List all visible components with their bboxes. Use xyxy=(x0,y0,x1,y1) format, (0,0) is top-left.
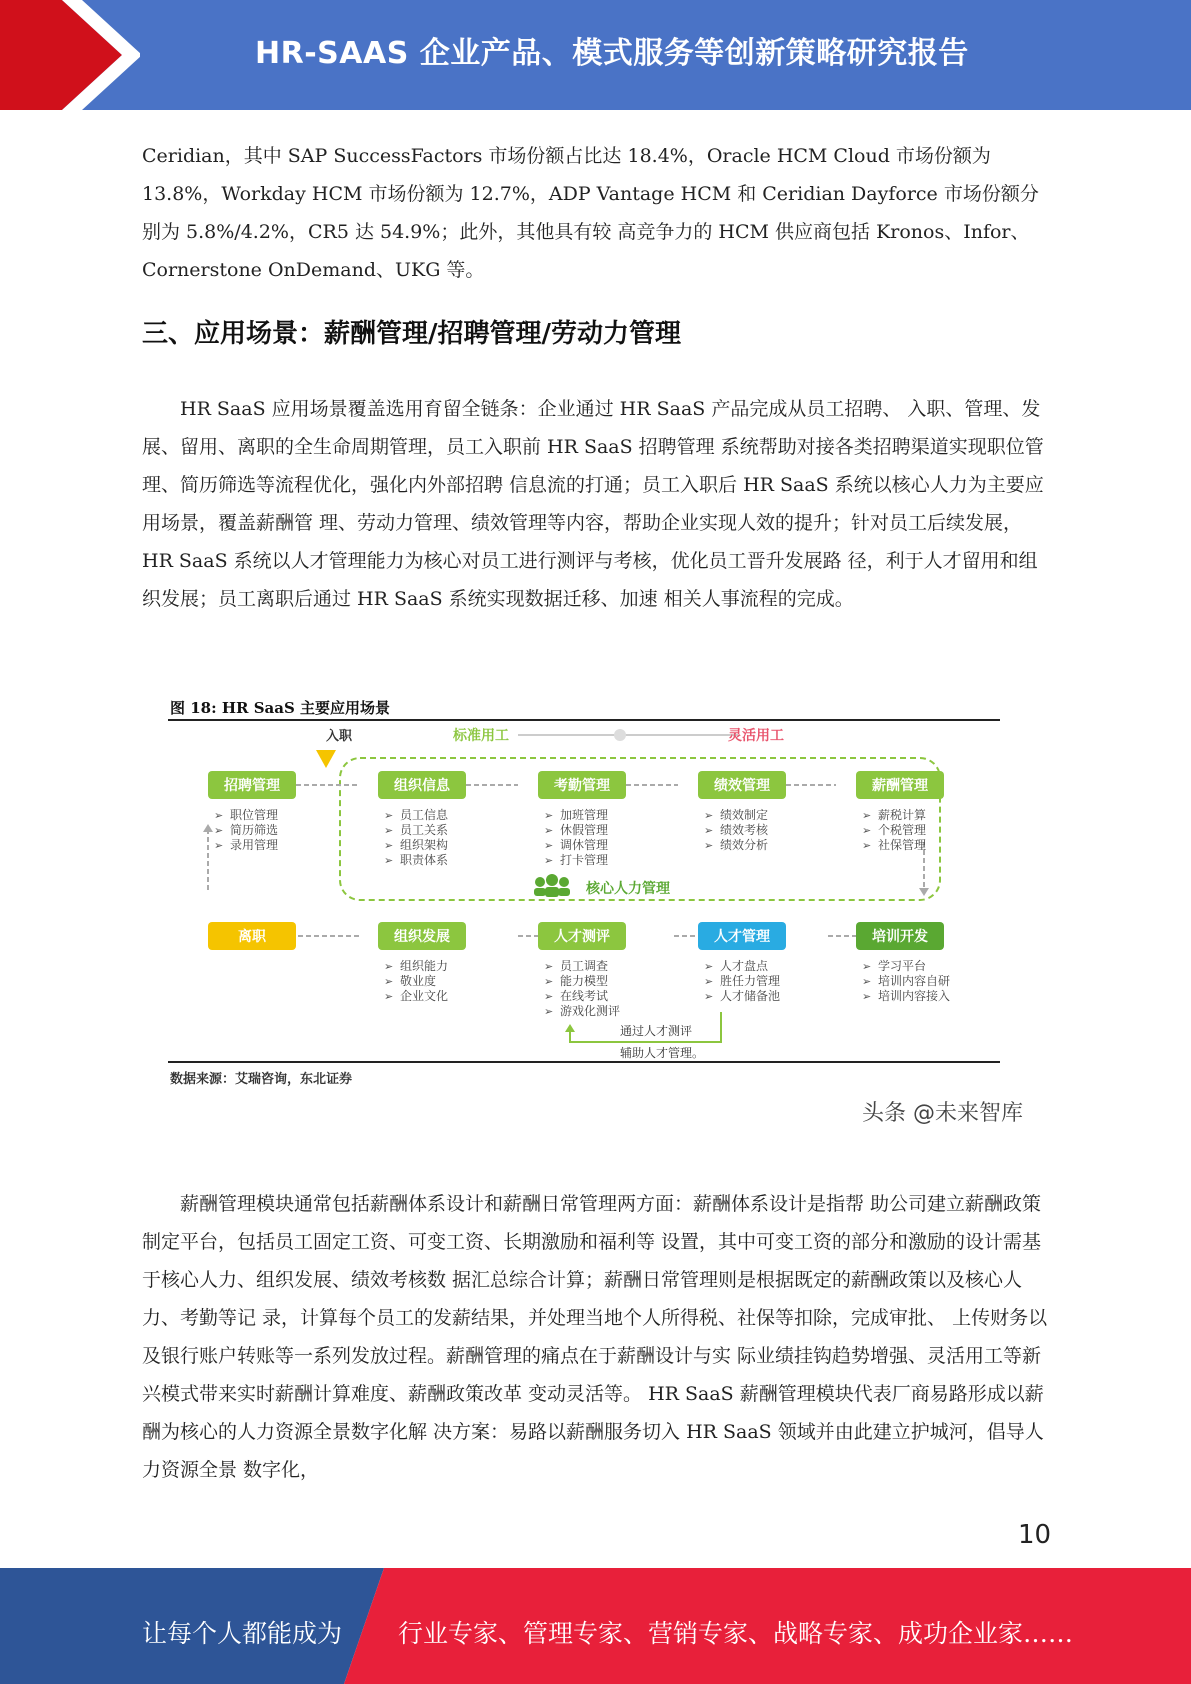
bullet-icon: ➢ xyxy=(544,809,554,822)
bullet-icon: ➢ xyxy=(384,990,394,1003)
bullet-icon: ➢ xyxy=(704,990,714,1003)
node-title: 离职 xyxy=(238,929,266,945)
footer-slogan-right: 行业专家、管理专家、营销专家、战略专家、成功企业家…… xyxy=(398,1619,1074,1648)
core-hr-label: 核心人力管理 xyxy=(586,881,670,897)
figure-bottom-rule xyxy=(168,1061,1000,1063)
page-number: 10 xyxy=(1018,1520,1052,1550)
header-title: HR-SAAS 企业产品、模式服务等创新策略研究报告 xyxy=(255,36,969,71)
node-item: 绩效分析 xyxy=(720,838,769,852)
hr-saas-scenario-diagram xyxy=(168,722,1000,1060)
bottom-node-5 xyxy=(856,922,950,1003)
node-title: 人才管理 xyxy=(714,929,770,945)
node-item: 休假管理 xyxy=(560,823,609,837)
node-title: 人才测评 xyxy=(554,929,610,945)
paragraph-market-share: Ceridian，其中 SAP SuccessFactors 市场份额占比达 18.4%，Oracle HCM Cloud 市场份额为 13.8%，Workday HCM 市场份额为 12.7%，ADP Vantage HCM 和 Ceridian Dayforce 市场份额分别为 5.8%/4.2%，CR5 达 54.9%；此外，其他具有较 高竞争力的 HCM 供应商包括 Kronos、Infor、Cornerstone OnDemand、UKG 等。 xyxy=(142,145,1039,281)
arrow-up-icon xyxy=(565,1024,575,1032)
bullet-icon: ➢ xyxy=(704,809,714,822)
node-item: 人才盘点 xyxy=(720,959,769,973)
bullet-icon: ➢ xyxy=(544,854,554,867)
node-item: 游戏化测评 xyxy=(560,1004,621,1018)
node-item: 员工关系 xyxy=(400,823,449,837)
node-item: 薪税计算 xyxy=(878,808,927,822)
node-title: 薪酬管理 xyxy=(872,778,928,794)
bullet-icon: ➢ xyxy=(704,839,714,852)
node-item: 培训内容接入 xyxy=(878,989,951,1003)
figure-source: 数据来源：艾瑞咨询，东北证券 xyxy=(170,1072,353,1087)
node-item: 打卡管理 xyxy=(560,853,609,867)
arrow-up-icon xyxy=(203,824,213,832)
node-item: 组织能力 xyxy=(400,959,449,973)
labour-divider-dot xyxy=(614,729,626,741)
bullet-icon: ➢ xyxy=(214,839,224,852)
assist-label-line1: 通过人才测评 xyxy=(620,1024,693,1038)
node-item: 录用管理 xyxy=(230,838,279,852)
node-item: 人才储备池 xyxy=(720,989,781,1003)
figure-title: 图 18: HR SaaS 主要应用场景 xyxy=(170,699,391,717)
node-item: 绩效考核 xyxy=(720,823,769,837)
bullet-icon: ➢ xyxy=(214,824,224,837)
node-item: 加班管理 xyxy=(560,808,609,822)
bullet-icon: ➢ xyxy=(384,960,394,973)
bullet-icon: ➢ xyxy=(704,975,714,988)
entry-marker-icon xyxy=(316,750,336,768)
header-arrow-decoration xyxy=(0,0,140,110)
node-title: 组织信息 xyxy=(394,778,450,794)
node-item: 在线考试 xyxy=(560,989,609,1003)
bullet-icon: ➢ xyxy=(862,809,872,822)
top-node-4 xyxy=(698,771,786,852)
paragraph-scenarios: HR SaaS 应用场景覆盖选用育留全链条：企业通过 HR SaaS 产品完成从员工招聘、 入职、管理、发展、留用、离职的全生命周期管理，员工入职前 HR SaaS 招聘管理 系统帮助对接各类招聘渠道实现职位管理、简历筛选等流程优化，强化内外部招聘 信息流的打通；员工入职后 HR SaaS 系统以核心人力为主要应用场景，覆盖薪酬管 理、劳动力管理、绩效管理等内容，帮助企业实现人效的提升；针对员工后续发展， HR SaaS 系统以人才管理能力为核心对员工进行测评与考核，优化员工晋升发展路 径，利于人才留用和组织发展；员工离职后通过 HR SaaS 系统实现数据迁移、加速 相关人事流程的完成。 xyxy=(142,398,1044,610)
flexible-labour-label: 灵活用工 xyxy=(728,728,784,744)
standard-labour-label: 标准用工 xyxy=(453,728,509,744)
bullet-icon: ➢ xyxy=(544,839,554,852)
node-item: 简历筛选 xyxy=(230,823,279,837)
node-item: 组织架构 xyxy=(400,838,449,852)
bottom-node-3 xyxy=(538,922,626,1018)
bullet-icon: ➢ xyxy=(862,990,872,1003)
node-item: 能力模型 xyxy=(560,974,609,988)
node-item: 职责体系 xyxy=(400,853,449,867)
node-item: 个税管理 xyxy=(878,823,927,837)
bullet-icon: ➢ xyxy=(544,824,554,837)
bullet-icon: ➢ xyxy=(704,824,714,837)
node-item: 学习平台 xyxy=(878,959,927,973)
node-title: 培训开发 xyxy=(872,929,928,945)
paragraph-payroll: 薪酬管理模块通常包括薪酬体系设计和薪酬日常管理两方面：薪酬体系设计是指帮 助公司建立薪酬政策制定平台，包括员工固定工资、可变工资、长期激励和福利等 设置，其中可变工资的部分和激励的设计需基于核心人力、组织发展、绩效考核数 据汇总综合计算；薪酬日常管理则是根据既定的薪酬政策以及核心人力、考勤等记 录，计算每个员工的发薪结果，并处理当地个人所得税、社保等扣除，完成审批、 上传财务以及银行账户转账等一系列发放过程。薪酬管理的痛点在于薪酬设计与实 际业绩挂钩趋势增强、灵活用工等新兴模式带来实时薪酬计算难度、薪酬政策改革 变动灵活等。 HR SaaS 薪酬管理模块代表厂商易路形成以薪酬为核心的人力资源全景数字化解 决方案：易路以薪酬服务切入 HR SaaS 领域并由此建立护城河，倡导人力资源全景 数字化， xyxy=(142,1193,1048,1481)
watermark: 头条 @未来智库 xyxy=(862,1101,1023,1126)
bottom-node-1 xyxy=(208,922,296,950)
node-item: 员工调查 xyxy=(560,959,609,973)
arrow-down-icon xyxy=(919,888,929,896)
bullet-icon: ➢ xyxy=(544,975,554,988)
node-item: 培训内容自研 xyxy=(878,974,951,988)
bullet-icon: ➢ xyxy=(384,839,394,852)
node-title: 招聘管理 xyxy=(224,778,280,794)
bottom-node-2 xyxy=(378,922,466,1003)
bullet-icon: ➢ xyxy=(384,975,394,988)
footer-slogan-left: 让每个人都能成为 xyxy=(142,1619,343,1648)
node-item: 员工信息 xyxy=(400,808,449,822)
bullet-icon: ➢ xyxy=(214,809,224,822)
bullet-icon: ➢ xyxy=(862,960,872,973)
bullet-icon: ➢ xyxy=(704,960,714,973)
node-item: 社保管理 xyxy=(878,838,927,852)
people-icon xyxy=(534,874,570,897)
node-item: 胜任力管理 xyxy=(720,974,781,988)
top-node-5 xyxy=(856,771,944,852)
bottom-node-4 xyxy=(698,922,786,1003)
figure-top-rule xyxy=(168,719,1000,721)
bullet-icon: ➢ xyxy=(384,809,394,822)
bullet-icon: ➢ xyxy=(544,1005,554,1018)
top-node-1 xyxy=(208,771,296,852)
bullet-icon: ➢ xyxy=(384,854,394,867)
assist-label-line2: 辅助人才管理。 xyxy=(620,1046,705,1060)
page-header xyxy=(0,0,1191,110)
section-title: 三、应用场景：薪酬管理/招聘管理/劳动力管理 xyxy=(142,319,681,349)
node-item: 绩效制定 xyxy=(720,808,769,822)
bullet-icon: ➢ xyxy=(544,960,554,973)
node-item: 职位管理 xyxy=(230,808,279,822)
bullet-icon: ➢ xyxy=(862,824,872,837)
top-node-3 xyxy=(538,771,626,867)
top-node-2 xyxy=(378,771,466,867)
node-title: 考勤管理 xyxy=(554,778,610,794)
node-item: 企业文化 xyxy=(400,989,449,1003)
bullet-icon: ➢ xyxy=(384,824,394,837)
bullet-icon: ➢ xyxy=(862,839,872,852)
node-title: 组织发展 xyxy=(394,929,450,945)
node-item: 敬业度 xyxy=(400,974,437,988)
bullet-icon: ➢ xyxy=(544,990,554,1003)
bullet-icon: ➢ xyxy=(862,975,872,988)
node-title: 绩效管理 xyxy=(714,778,770,794)
node-item: 调休管理 xyxy=(560,838,609,852)
entry-label: 入职 xyxy=(326,729,353,744)
